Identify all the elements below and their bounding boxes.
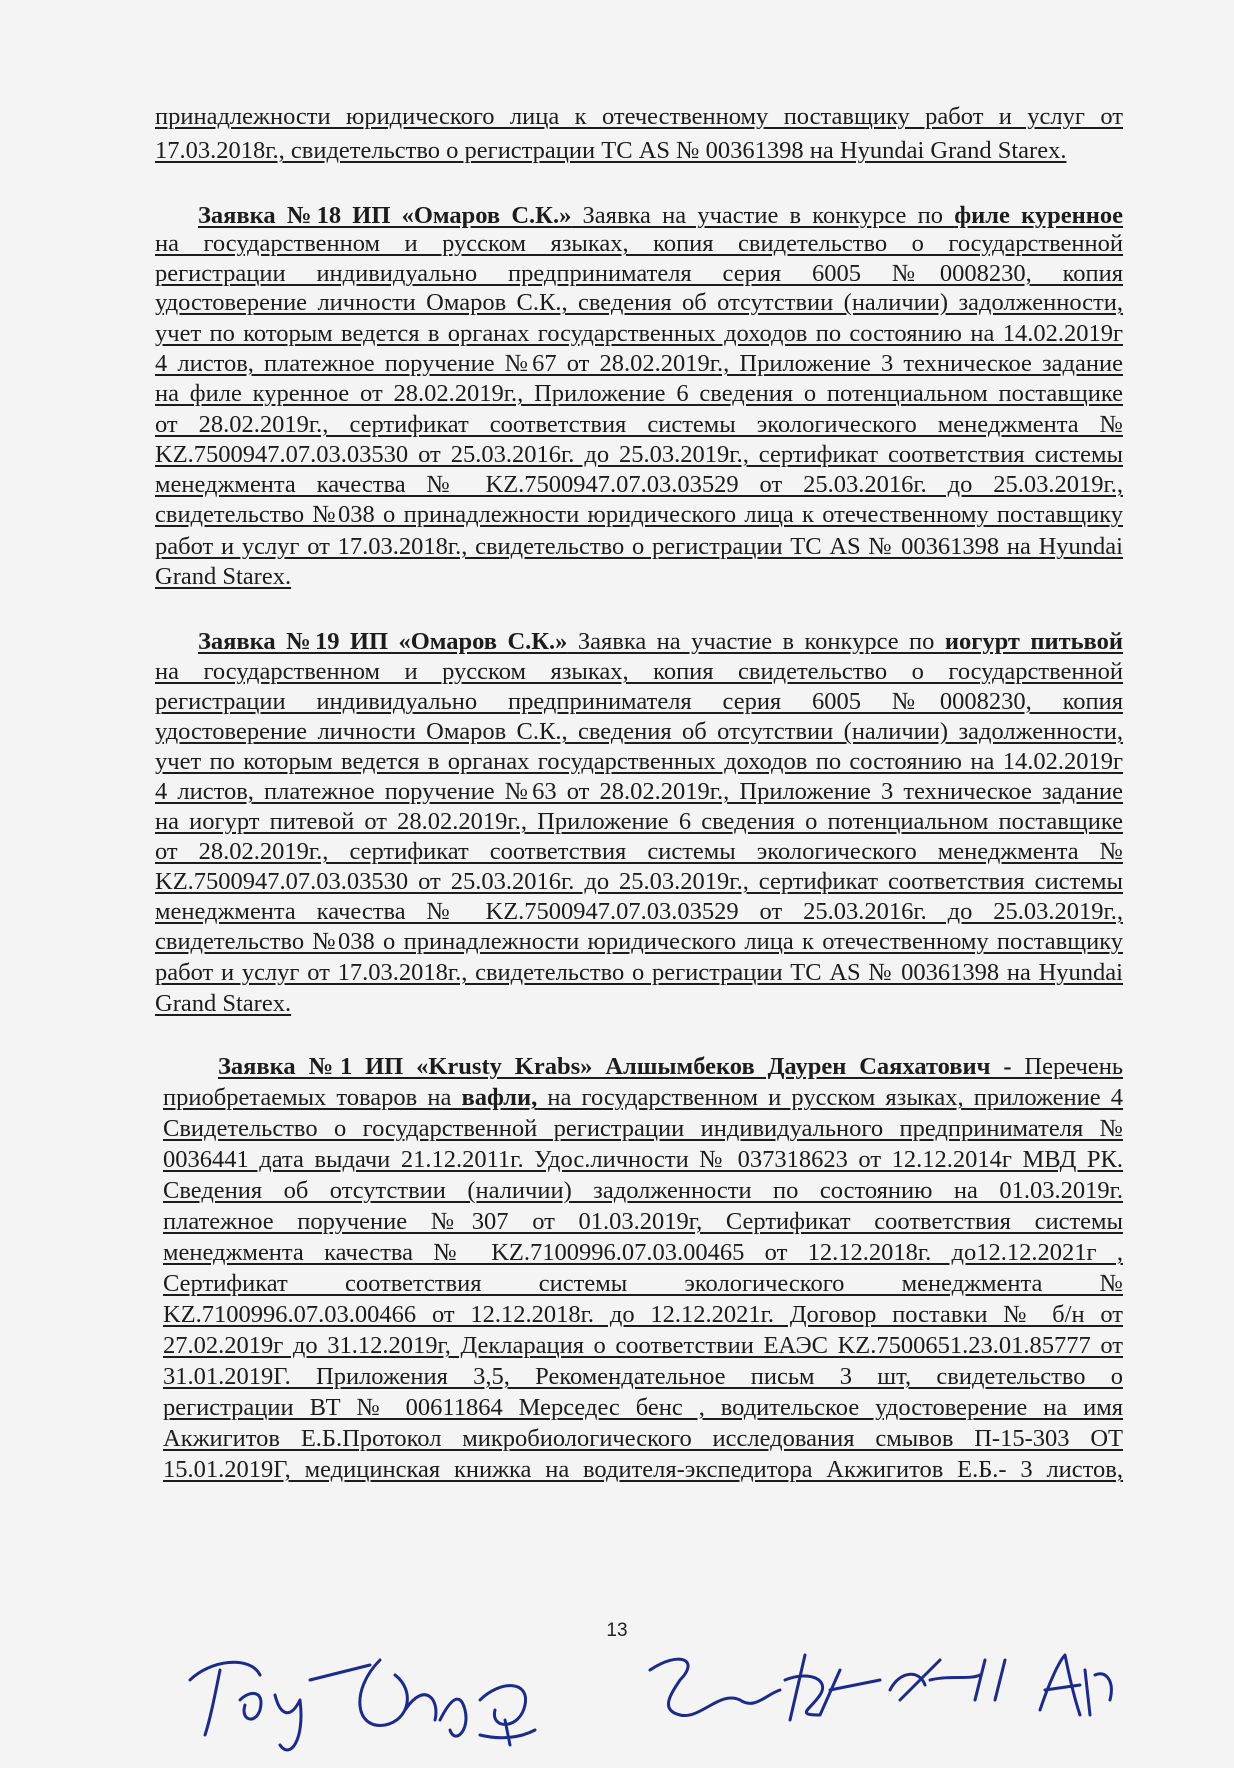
text-line: Сертификат соответствия системы экологического менеджмента № <box>163 1270 1123 1297</box>
signature-4 <box>650 1659 780 1715</box>
text-line: на филе куренное от 28.02.2019г., Приложение 6 сведения о потенциальном поставщике <box>155 380 1123 407</box>
app1-product: вафли, <box>461 1084 538 1111</box>
app1-heading: Заявка №1 ИП «Krusty Krabs» Алшымбеков Даурен Саяхатович - <box>218 1053 1012 1080</box>
signature-6 <box>890 1660 1005 1700</box>
text-line: работ и услуг от 17.03.2018г., свидетельство о регистрации ТС AS № 00361398 на Hyundai <box>155 959 1123 986</box>
text-line: на государственном и русском языках, копия свидетельство о государственной <box>155 230 1123 257</box>
text-line: KZ.7500947.07.03.03530 от 25.03.2016г. до 25.03.2019г., сертификат соответствия системы <box>155 868 1123 895</box>
text-line: от 28.02.2019г., сертификат соответствия системы экологического менеджмента № <box>155 838 1123 865</box>
app19-intro: Заявка на участие в конкурсе по <box>567 628 945 655</box>
text-line: Акжигитов Е.Б.Протокол микробиологического исследования смывов П-15-303 ОТ <box>163 1425 1123 1452</box>
text-line: менеджмента качества № KZ.7500947.07.03.03529 от 25.03.2016г. до 25.03.2019г., <box>155 898 1123 925</box>
text-line: 15.01.2019Г, медицинская книжка на водителя-экспедитора Акжигитов Е.Б.- 3 листов, <box>163 1456 1123 1483</box>
text-line: Grand Starex. <box>155 990 292 1017</box>
app1-line2-post: на государственном и русском языках, приложение 4 <box>537 1084 1124 1111</box>
text-line: от 28.02.2019г., сертификат соответствия системы экологического менеджмента № <box>155 411 1123 438</box>
text-line: учет по которым ведется в органах государственных доходов по состоянию на 14.02.2019г <box>155 748 1123 775</box>
text-line: свидетельство №038 о принадлежности юридического лица к отечественному поставщику <box>155 501 1123 528</box>
app18-product: филе куренное <box>954 202 1123 229</box>
app18-intro: Заявка на участие в конкурсе по <box>571 202 955 229</box>
signature-7 <box>1040 1655 1111 1715</box>
text-line: 4 листов, платежное поручение №67 от 28.02.2019г., Приложение 3 техническое задание <box>155 350 1123 377</box>
text-line: регистрации индивидуально предпринимателя серия 6005 №0008230, копия <box>155 688 1123 715</box>
app1-first-line <box>218 1051 1123 1082</box>
text-line: KZ.7500947.07.03.03530 от 25.03.2016г. до 25.03.2019г., сертификат соответствия системы <box>155 441 1123 468</box>
text-line: 0036441 дата выдачи 21.12.2011г. Удос.личности № 037318623 от 12.12.2014г МВД РК. <box>163 1146 1123 1173</box>
app18-first-line <box>198 200 1123 231</box>
signature-1 <box>190 1662 301 1750</box>
signature-2 <box>310 1660 466 1736</box>
text-line: удостоверение личности Омаров С.К., сведения об отсутствии (наличии) задолженности, <box>155 289 1123 316</box>
text-line: 17.03.2018г., свидетельство о регистрации ТС AS № 00361398 на Hyundai Grand Starex. <box>155 137 1067 164</box>
app1-second-line <box>163 1082 1123 1113</box>
page-number: 13 <box>606 1620 628 1641</box>
text-line: 4 листов, платежное поручение №63 от 28.02.2019г., Приложение 3 техническое задание <box>155 778 1123 805</box>
text-line: на иогурт питевой от 28.02.2019г., Приложение 6 сведения о потенциальном поставщике <box>155 808 1123 835</box>
text-line: KZ.7100996.07.03.00466 от 12.12.2018г. до 12.12.2021г. Договор поставки № б/н от <box>163 1301 1123 1328</box>
text-line: учет по которым ведется в органах государственных доходов по состоянию на 14.02.2019г <box>155 320 1123 347</box>
app19-product: иогурт питьвой <box>944 628 1123 655</box>
text-line: Grand Starex. <box>155 563 292 590</box>
text-line: Сведения об отсутствии (наличии) задолженности по состоянию на 01.03.2019г. <box>163 1177 1123 1204</box>
text-line: платежное поручение №307 от 01.03.2019г, Сертификат соответствия системы <box>163 1208 1123 1235</box>
text-line: 31.01.2019Г. Приложения 3,5, Рекомендательное письм 3 шт, свидетельство о <box>163 1363 1123 1390</box>
text-line: менеджмента качества № KZ.7500947.07.03.03529 от 25.03.2016г. до 25.03.2019г., <box>155 471 1123 498</box>
text-line: принадлежности юридического лица к отечественному поставщику работ и услуг от <box>155 103 1123 130</box>
text-line: регистрации ВТ № 00611864 Мерседес бенс , водительское удостоверение на имя <box>163 1394 1123 1421</box>
text-line: на государственном и русском языках, копия свидетельство о государственной <box>155 658 1123 685</box>
app19-first-line <box>198 626 1123 657</box>
app19-heading: Заявка №19 ИП «Омаров С.К.» <box>198 628 568 655</box>
text-line: Свидетельство о государственной регистрации индивидуального предпринимателя № <box>163 1115 1123 1142</box>
text-line: менеджмента качества № KZ.7100996.07.03.00465 от 12.12.2018г. до12.12.2021г , <box>163 1239 1123 1266</box>
app18-heading: Заявка №18 ИП «Омаров С.К.» <box>198 202 572 229</box>
app1-line2-pre: приобретаемых товаров на <box>163 1084 462 1111</box>
text-line: работ и услуг от 17.03.2018г., свидетельство о регистрации ТС AS № 00361398 на Hyundai <box>155 533 1123 560</box>
text-line: регистрации индивидуально предпринимателя серия 6005 №0008230, копия <box>155 260 1123 287</box>
signatures <box>180 1620 1140 1760</box>
text-line: 27.02.2019г до 31.12.2019г, Декларация о соответствии ЕАЭС KZ.7500651.23.01.85777 от <box>163 1332 1123 1359</box>
app1-intro: Перечень <box>1011 1053 1123 1080</box>
signature-3 <box>480 1686 535 1745</box>
text-line: свидетельство №038 о принадлежности юридического лица к отечественному поставщику <box>155 928 1123 955</box>
signature-5 <box>785 1655 880 1720</box>
text-line: удостоверение личности Омаров С.К., сведения об отсутствии (наличии) задолженности, <box>155 718 1123 745</box>
